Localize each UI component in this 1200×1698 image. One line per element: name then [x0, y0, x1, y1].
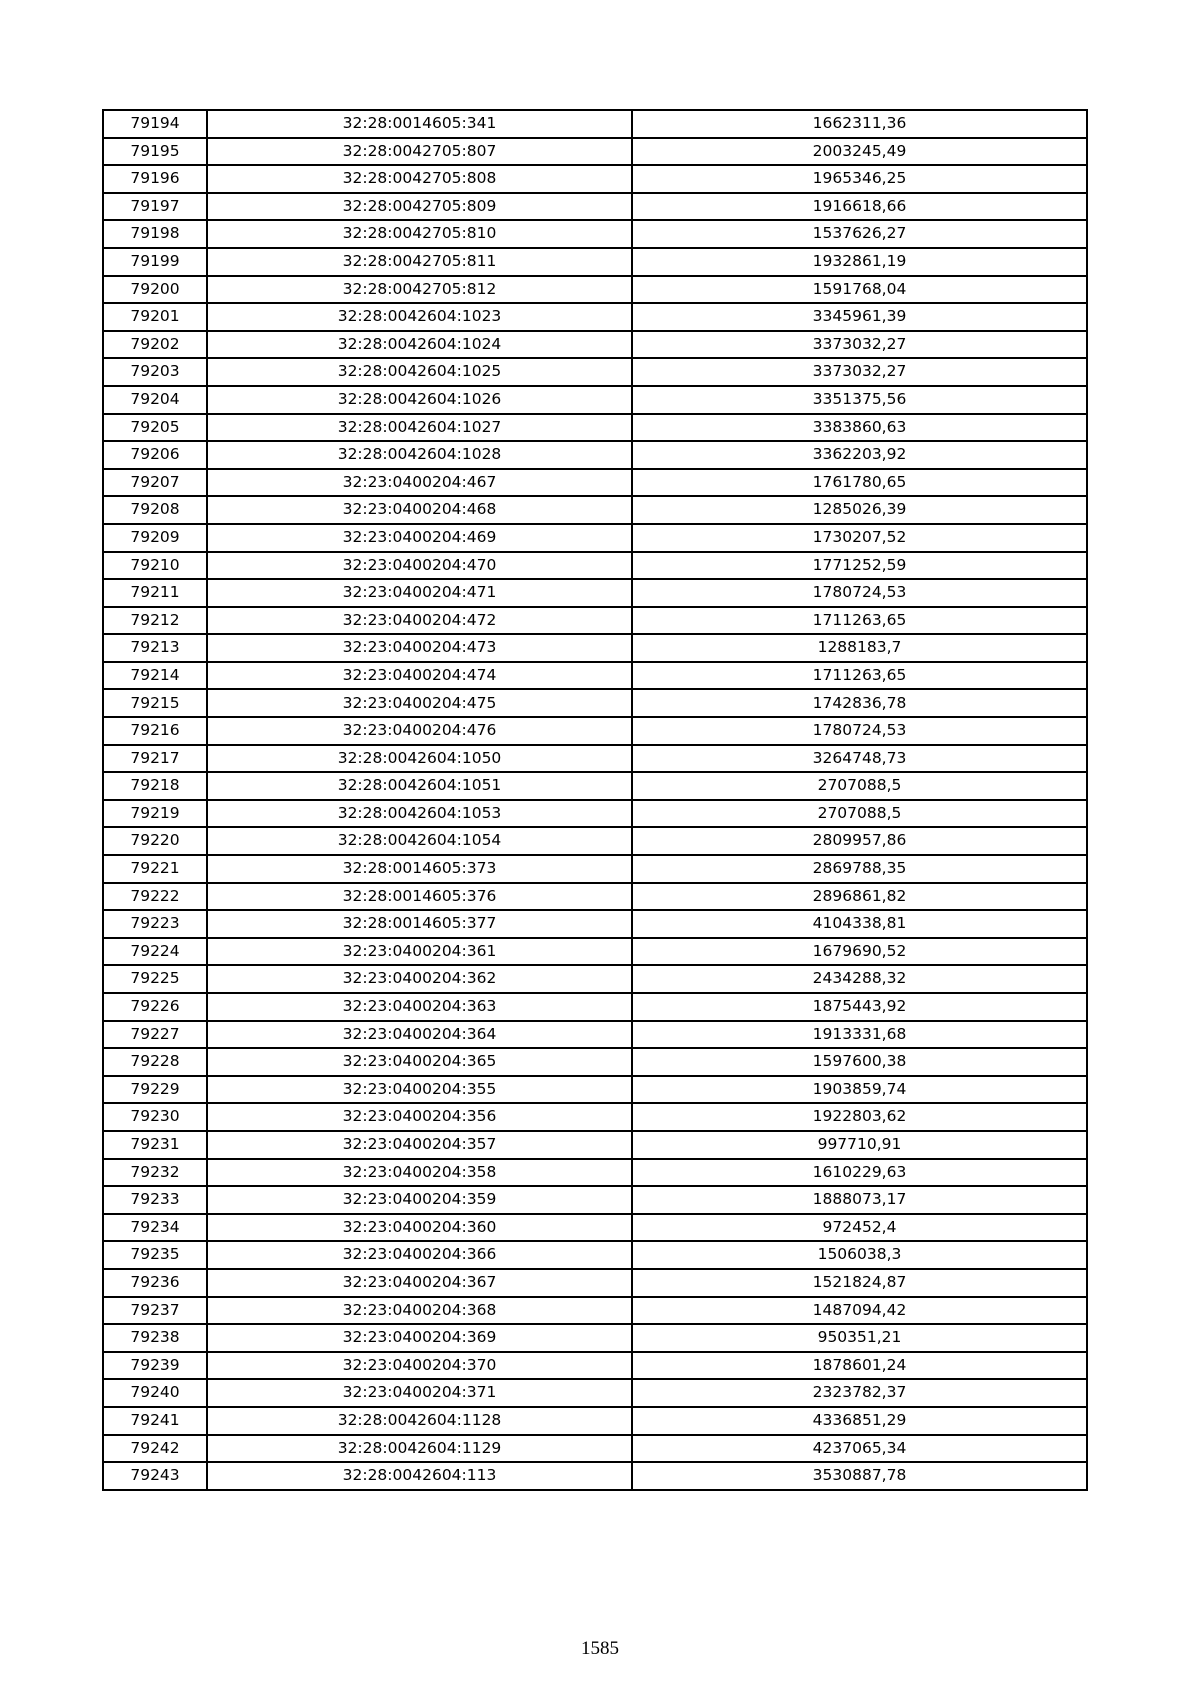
row-index-cell: 79200 — [103, 276, 207, 304]
row-index-cell: 79211 — [103, 579, 207, 607]
table-row — [103, 1186, 1087, 1214]
cadastral-number-cell: 32:23:0400204:356 — [207, 1103, 632, 1131]
table-row — [103, 855, 1087, 883]
table-row — [103, 1352, 1087, 1380]
row-index-cell: 79241 — [103, 1407, 207, 1435]
row-index-cell: 79197 — [103, 193, 207, 221]
row-index-cell: 79218 — [103, 772, 207, 800]
value-cell: 997710,91 — [632, 1131, 1087, 1159]
cadastral-number-cell: 32:28:0014605:341 — [207, 110, 632, 138]
row-index-cell: 79202 — [103, 331, 207, 359]
row-index-cell: 79226 — [103, 993, 207, 1021]
row-index-cell: 79213 — [103, 634, 207, 662]
value-cell: 3373032,27 — [632, 358, 1087, 386]
cadastral-number-cell: 32:28:0042604:1025 — [207, 358, 632, 386]
row-index-cell: 79233 — [103, 1186, 207, 1214]
value-cell: 1711263,65 — [632, 662, 1087, 690]
table-row — [103, 1297, 1087, 1325]
table-row — [103, 358, 1087, 386]
value-cell: 1711263,65 — [632, 607, 1087, 635]
value-cell: 950351,21 — [632, 1324, 1087, 1352]
row-index-cell: 79215 — [103, 689, 207, 717]
value-cell: 1506038,3 — [632, 1241, 1087, 1269]
value-cell: 1521824,87 — [632, 1269, 1087, 1297]
row-index-cell: 79235 — [103, 1241, 207, 1269]
cadastral-number-cell: 32:23:0400204:471 — [207, 579, 632, 607]
table-row — [103, 634, 1087, 662]
row-index-cell: 79194 — [103, 110, 207, 138]
cadastral-number-cell: 32:28:0042604:1050 — [207, 745, 632, 773]
value-cell: 1913331,68 — [632, 1021, 1087, 1049]
table-row — [103, 303, 1087, 331]
table-row — [103, 827, 1087, 855]
cadastral-number-cell: 32:28:0042705:807 — [207, 138, 632, 166]
cadastral-number-cell: 32:28:0042705:810 — [207, 220, 632, 248]
table-row — [103, 552, 1087, 580]
cadastral-number-cell: 32:28:0042604:1028 — [207, 441, 632, 469]
value-cell: 1903859,74 — [632, 1076, 1087, 1104]
table-row — [103, 1048, 1087, 1076]
value-cell: 1537626,27 — [632, 220, 1087, 248]
cadastral-number-cell: 32:23:0400204:468 — [207, 496, 632, 524]
row-index-cell: 79225 — [103, 965, 207, 993]
value-cell: 3383860,63 — [632, 414, 1087, 442]
cadastral-number-cell: 32:28:0042604:1051 — [207, 772, 632, 800]
row-index-cell: 79229 — [103, 1076, 207, 1104]
row-index-cell: 79236 — [103, 1269, 207, 1297]
value-cell: 4336851,29 — [632, 1407, 1087, 1435]
value-cell: 1878601,24 — [632, 1352, 1087, 1380]
table-row — [103, 883, 1087, 911]
value-cell: 4237065,34 — [632, 1435, 1087, 1463]
row-index-cell: 79212 — [103, 607, 207, 635]
value-cell: 3362203,92 — [632, 441, 1087, 469]
value-cell: 1875443,92 — [632, 993, 1087, 1021]
cadastral-number-cell: 32:23:0400204:476 — [207, 717, 632, 745]
cadastral-number-cell: 32:28:0014605:376 — [207, 883, 632, 911]
value-cell: 2323782,37 — [632, 1379, 1087, 1407]
value-cell: 1916618,66 — [632, 193, 1087, 221]
row-index-cell: 79243 — [103, 1462, 207, 1490]
table-row — [103, 579, 1087, 607]
value-cell: 1730207,52 — [632, 524, 1087, 552]
row-index-cell: 79204 — [103, 386, 207, 414]
cadastral-number-cell: 32:28:0042705:812 — [207, 276, 632, 304]
value-cell: 3345961,39 — [632, 303, 1087, 331]
cadastral-number-cell: 32:23:0400204:357 — [207, 1131, 632, 1159]
cadastral-number-cell: 32:28:0042705:811 — [207, 248, 632, 276]
table-row — [103, 276, 1087, 304]
cadastral-number-cell: 32:28:0014605:373 — [207, 855, 632, 883]
data-table — [102, 109, 1088, 1491]
cadastral-number-cell: 32:23:0400204:368 — [207, 1297, 632, 1325]
cadastral-number-cell: 32:23:0400204:467 — [207, 469, 632, 497]
cadastral-number-cell: 32:23:0400204:473 — [207, 634, 632, 662]
cadastral-number-cell: 32:23:0400204:363 — [207, 993, 632, 1021]
row-index-cell: 79224 — [103, 938, 207, 966]
value-cell: 3264748,73 — [632, 745, 1087, 773]
row-index-cell: 79201 — [103, 303, 207, 331]
value-cell: 3530887,78 — [632, 1462, 1087, 1490]
row-index-cell: 79228 — [103, 1048, 207, 1076]
table-row — [103, 993, 1087, 1021]
table-row — [103, 1214, 1087, 1242]
cadastral-number-cell: 32:23:0400204:360 — [207, 1214, 632, 1242]
row-index-cell: 79234 — [103, 1214, 207, 1242]
cadastral-number-cell: 32:23:0400204:474 — [207, 662, 632, 690]
cadastral-number-cell: 32:23:0400204:469 — [207, 524, 632, 552]
row-index-cell: 79227 — [103, 1021, 207, 1049]
cadastral-number-cell: 32:28:0042604:1027 — [207, 414, 632, 442]
value-cell: 2707088,5 — [632, 772, 1087, 800]
value-cell: 2809957,86 — [632, 827, 1087, 855]
row-index-cell: 79242 — [103, 1435, 207, 1463]
row-index-cell: 79196 — [103, 165, 207, 193]
table-row — [103, 717, 1087, 745]
row-index-cell: 79214 — [103, 662, 207, 690]
table-body — [103, 110, 1087, 1490]
value-cell: 2869788,35 — [632, 855, 1087, 883]
value-cell: 2434288,32 — [632, 965, 1087, 993]
table-row — [103, 441, 1087, 469]
table-row — [103, 1103, 1087, 1131]
table-row — [103, 1269, 1087, 1297]
table-row — [103, 1324, 1087, 1352]
table-row — [103, 248, 1087, 276]
row-index-cell: 79216 — [103, 717, 207, 745]
cadastral-number-cell: 32:23:0400204:470 — [207, 552, 632, 580]
row-index-cell: 79208 — [103, 496, 207, 524]
value-cell: 2003245,49 — [632, 138, 1087, 166]
row-index-cell: 79209 — [103, 524, 207, 552]
table-row — [103, 110, 1087, 138]
row-index-cell: 79217 — [103, 745, 207, 773]
value-cell: 1742836,78 — [632, 689, 1087, 717]
cadastral-number-cell: 32:23:0400204:359 — [207, 1186, 632, 1214]
cadastral-number-cell: 32:23:0400204:362 — [207, 965, 632, 993]
value-cell: 1487094,42 — [632, 1297, 1087, 1325]
row-index-cell: 79232 — [103, 1159, 207, 1187]
cadastral-number-cell: 32:23:0400204:358 — [207, 1159, 632, 1187]
row-index-cell: 79230 — [103, 1103, 207, 1131]
table-row — [103, 386, 1087, 414]
table-row — [103, 745, 1087, 773]
table-row — [103, 414, 1087, 442]
value-cell: 1965346,25 — [632, 165, 1087, 193]
row-index-cell: 79239 — [103, 1352, 207, 1380]
table-row — [103, 1241, 1087, 1269]
value-cell: 1780724,53 — [632, 579, 1087, 607]
cadastral-number-cell: 32:28:0042705:809 — [207, 193, 632, 221]
row-index-cell: 79238 — [103, 1324, 207, 1352]
table-row — [103, 607, 1087, 635]
cadastral-number-cell: 32:23:0400204:365 — [207, 1048, 632, 1076]
value-cell: 1888073,17 — [632, 1186, 1087, 1214]
table-row — [103, 1159, 1087, 1187]
table-row — [103, 1462, 1087, 1490]
table-row — [103, 1131, 1087, 1159]
cadastral-number-cell: 32:23:0400204:361 — [207, 938, 632, 966]
value-cell: 1679690,52 — [632, 938, 1087, 966]
table-row — [103, 331, 1087, 359]
value-cell: 1932861,19 — [632, 248, 1087, 276]
page-number: 1585 — [581, 1638, 619, 1659]
value-cell: 1922803,62 — [632, 1103, 1087, 1131]
table-row — [103, 689, 1087, 717]
value-cell: 4104338,81 — [632, 910, 1087, 938]
row-index-cell: 79207 — [103, 469, 207, 497]
cadastral-number-cell: 32:23:0400204:369 — [207, 1324, 632, 1352]
cadastral-number-cell: 32:23:0400204:366 — [207, 1241, 632, 1269]
table-row — [103, 800, 1087, 828]
row-index-cell: 79219 — [103, 800, 207, 828]
cadastral-number-cell: 32:28:0042705:808 — [207, 165, 632, 193]
cadastral-number-cell: 32:28:0042604:1026 — [207, 386, 632, 414]
row-index-cell: 79223 — [103, 910, 207, 938]
value-cell: 1285026,39 — [632, 496, 1087, 524]
value-cell: 1761780,65 — [632, 469, 1087, 497]
value-cell: 1597600,38 — [632, 1048, 1087, 1076]
cadastral-number-cell: 32:28:0042604:1024 — [207, 331, 632, 359]
table-row — [103, 220, 1087, 248]
table-row — [103, 1076, 1087, 1104]
table-row — [103, 1407, 1087, 1435]
cadastral-number-cell: 32:23:0400204:472 — [207, 607, 632, 635]
value-cell: 1591768,04 — [632, 276, 1087, 304]
row-index-cell: 79210 — [103, 552, 207, 580]
table-row — [103, 938, 1087, 966]
row-index-cell: 79240 — [103, 1379, 207, 1407]
cadastral-number-cell: 32:23:0400204:475 — [207, 689, 632, 717]
table-row — [103, 193, 1087, 221]
row-index-cell: 79220 — [103, 827, 207, 855]
value-cell: 3351375,56 — [632, 386, 1087, 414]
row-index-cell: 79206 — [103, 441, 207, 469]
cadastral-number-cell: 32:28:0042604:1053 — [207, 800, 632, 828]
row-index-cell: 79205 — [103, 414, 207, 442]
table-row — [103, 1435, 1087, 1463]
table-row — [103, 524, 1087, 552]
cadastral-number-cell: 32:28:0014605:377 — [207, 910, 632, 938]
cadastral-number-cell: 32:28:0042604:1128 — [207, 1407, 632, 1435]
cadastral-number-cell: 32:28:0042604:1054 — [207, 827, 632, 855]
value-cell: 2896861,82 — [632, 883, 1087, 911]
table-row — [103, 1021, 1087, 1049]
value-cell: 972452,4 — [632, 1214, 1087, 1242]
table-row — [103, 772, 1087, 800]
table-row — [103, 469, 1087, 497]
cadastral-number-cell: 32:28:0042604:1129 — [207, 1435, 632, 1463]
value-cell: 1780724,53 — [632, 717, 1087, 745]
table-row — [103, 1379, 1087, 1407]
value-cell: 2707088,5 — [632, 800, 1087, 828]
table-row — [103, 965, 1087, 993]
table-row — [103, 496, 1087, 524]
row-index-cell: 79203 — [103, 358, 207, 386]
table-row — [103, 138, 1087, 166]
value-cell: 1771252,59 — [632, 552, 1087, 580]
row-index-cell: 79195 — [103, 138, 207, 166]
row-index-cell: 79221 — [103, 855, 207, 883]
cadastral-number-cell: 32:28:0042604:1023 — [207, 303, 632, 331]
row-index-cell: 79231 — [103, 1131, 207, 1159]
value-cell: 1610229,63 — [632, 1159, 1087, 1187]
row-index-cell: 79198 — [103, 220, 207, 248]
cadastral-number-cell: 32:28:0042604:113 — [207, 1462, 632, 1490]
table-row — [103, 662, 1087, 690]
row-index-cell: 79199 — [103, 248, 207, 276]
value-cell: 1288183,7 — [632, 634, 1087, 662]
cadastral-number-cell: 32:23:0400204:367 — [207, 1269, 632, 1297]
table-row — [103, 165, 1087, 193]
row-index-cell: 79222 — [103, 883, 207, 911]
cadastral-number-cell: 32:23:0400204:371 — [207, 1379, 632, 1407]
cadastral-number-cell: 32:23:0400204:364 — [207, 1021, 632, 1049]
value-cell: 1662311,36 — [632, 110, 1087, 138]
cadastral-number-cell: 32:23:0400204:355 — [207, 1076, 632, 1104]
value-cell: 3373032,27 — [632, 331, 1087, 359]
table-row — [103, 910, 1087, 938]
cadastral-number-cell: 32:23:0400204:370 — [207, 1352, 632, 1380]
row-index-cell: 79237 — [103, 1297, 207, 1325]
